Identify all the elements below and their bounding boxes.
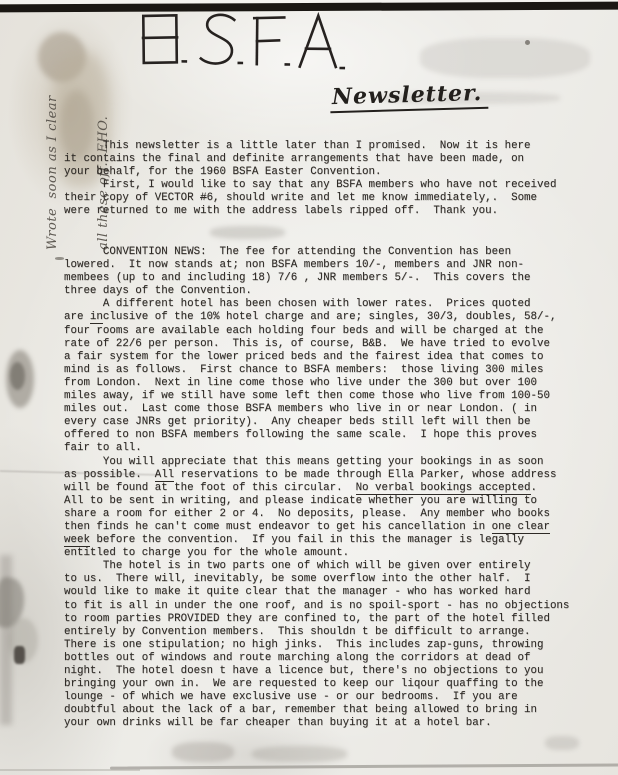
scan-bottom-edge — [110, 763, 618, 769]
text-line: to fit is all in under the one roof, and is no spoil-sport - has no objections — [64, 599, 570, 612]
text-line: week before the convention. If you fail in this the manager is legally — [64, 534, 525, 547]
newsletter-subtitle: Newsletter. — [330, 80, 489, 113]
text-line: to us. There will, inevitably, be some overflow into the other half. I — [64, 573, 531, 586]
scan-bottom-edge-left — [0, 769, 140, 771]
text-line: lowered. It now stands at; non BSFA members 10/-, members and JNR non- — [64, 259, 525, 272]
text-line: as possible. All reservations to be made through Ella Parker, whose address — [64, 468, 557, 481]
ink-speck — [55, 257, 64, 260]
text-line: All to be sent in writing, and please indicate whether you are willing to — [64, 494, 537, 507]
bleedthrough-smudge — [252, 746, 347, 762]
margin-note-line: Wrote soon as I clear — [45, 95, 60, 250]
ink-speck — [525, 40, 530, 45]
text-line: your own drinks will be far cheaper than buying it at a hotel bar. — [64, 717, 492, 730]
text-line: bottles out of windows and route marching along the corridors at dead of — [64, 651, 531, 664]
body-text-block-1 — [64, 140, 556, 219]
text-line: mind is as follows. First chance to BSFA members: those living 300 miles — [64, 363, 544, 376]
text-line: doubtful about the lack of a bar, remember that being allowed to bring in — [64, 704, 537, 717]
text-line: entirely by Convention members. This shouldn t be difficult to arrange. — [64, 625, 531, 638]
text-line: lounge - of which we have exclusive use - or our bedrooms. If you are — [64, 691, 518, 704]
text-line: A different hotel has been chosen with lower rates. Prices quoted — [64, 298, 531, 311]
text-line: three days of the Convention. — [64, 285, 252, 298]
bleedthrough-smudge — [420, 38, 590, 78]
margin-note-handwriting — [10, 35, 111, 250]
text-line: You will appreciate that this means getting your bookings in as soon — [64, 455, 544, 468]
text-line: membees (up to and including 18) 7/6 , JNR members 5/-. This covers the — [64, 272, 531, 285]
text-line: will be found at the foot of this circular. No verbal bookings accepted. — [64, 481, 538, 494]
body-text-block-2 — [64, 246, 569, 730]
text-line: your behalf, for the 1960 BSFA Easter Convention. — [64, 166, 382, 179]
text-line: would like to make it quite clear that the manager - who has worked hard — [64, 586, 531, 599]
bleedthrough-smudge — [545, 736, 579, 750]
text-line: to room parties PROVIDED they are confined to, the part of the hotel filled — [64, 612, 550, 625]
text-line: entitled to charge you for the whole amount. — [64, 547, 350, 560]
text-line: offered to non BSFA members following the same scale. I hope this proves — [64, 429, 537, 442]
text-line: night. The hotel doesn t have a licence but, there's no objections to you — [64, 665, 544, 677]
text-line: every case JNRs get priority). Any cheaper beds still left will then be — [64, 416, 531, 429]
text-line: were returned to me with the address labels ripped off. Thank you. — [64, 205, 499, 218]
ink-smudge-core — [10, 362, 25, 390]
text-line: share a room for either 2 or 4. No deposits, please. Any member who books — [64, 507, 550, 520]
text-line: CONVENTION NEWS: The fee for attending the Convention has been — [64, 246, 512, 258]
text-line: are inclusive of the 10% hotel charge and are; singles, 30/3, doubles, 58/-, — [64, 311, 557, 324]
text-line: four rooms are available each holding four beds and will be charged at the — [64, 324, 544, 337]
text-line: fair to all. — [64, 442, 142, 455]
text-line: it contains the final and definite arrangements that have been made, on — [64, 153, 525, 166]
text-line: First, I would like to say that any BSFA members who have not received — [64, 179, 557, 192]
text-line: This newsletter is a little later than I promised. Now it is here — [64, 140, 531, 152]
text-line: from London. Next in line come those who live under the 300 but over 100 — [64, 376, 537, 389]
text-line: bringing your own in. We are requested to keep our liqour quaffing to the — [64, 678, 544, 691]
text-line: then finds he can't come must endeavor to get his cancellation in one clear — [64, 520, 550, 533]
text-line: rate of 22/6 per person. This is, of course, B&B. We have tried to evolve — [64, 337, 550, 350]
text-line: their copy of VECTOR #6, should write and let me know immediately,. Some — [64, 192, 538, 205]
bleedthrough-smudge — [210, 226, 285, 239]
text-line: a fair system for the lower priced beds and the fairest idea that comes to — [64, 350, 544, 363]
text-line: The hotel is in two parts one of which will be given over entirely — [64, 560, 531, 573]
text-line: miles away, if we still have some left then come those who live from 100-50 — [64, 390, 550, 403]
text-line: There is one stipulation; no high jinks. This includes zap-guns, throwing — [64, 638, 544, 651]
dark-ink-blot — [14, 646, 25, 664]
text-line: miles out. Last come those BSFA members who live in or near London. ( in — [64, 403, 537, 416]
margin-note-line: all these off. EHO. — [96, 115, 111, 250]
bsfa-hand-lettered-title — [128, 10, 358, 78]
bleedthrough-smudge — [172, 742, 234, 762]
